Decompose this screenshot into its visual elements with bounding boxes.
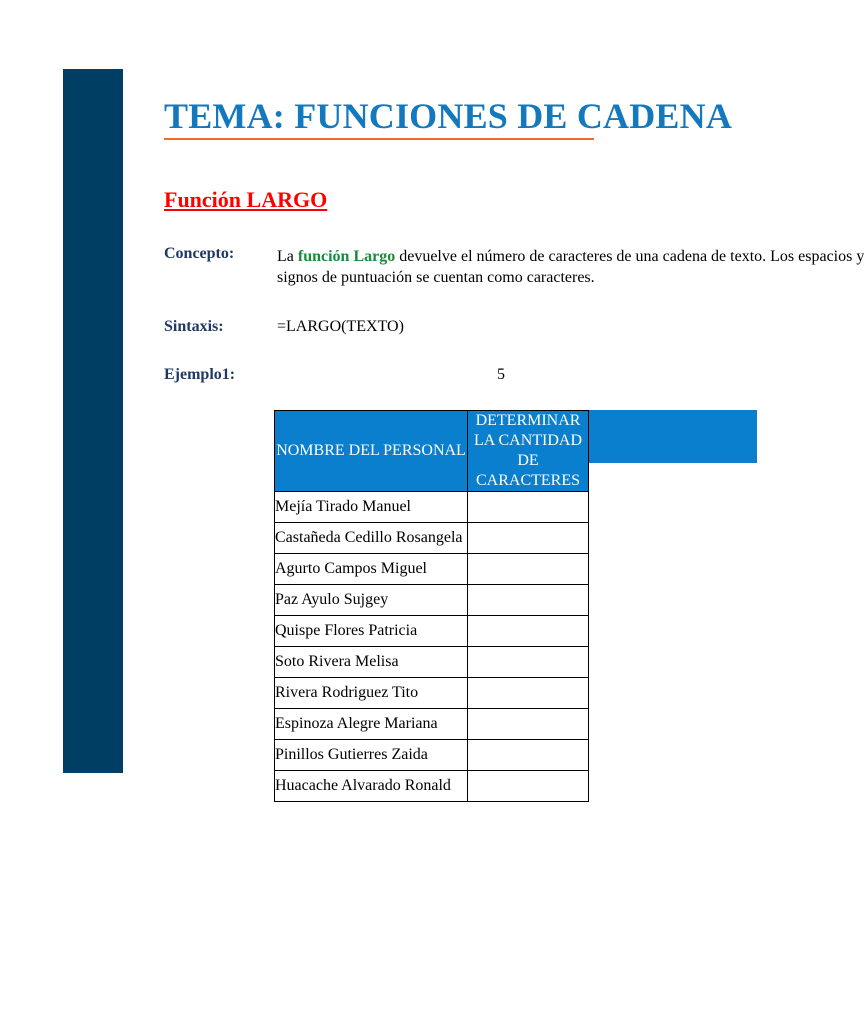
title-underline [164, 138, 594, 140]
character-count-cell[interactable] [468, 647, 589, 678]
character-count-cell[interactable] [468, 771, 589, 802]
table-row [275, 771, 589, 802]
table-row [275, 740, 589, 771]
sidebar-band [63, 69, 123, 773]
employee-name-cell: Pinillos Gutierres Zaida [275, 740, 468, 771]
character-count-cell[interactable] [468, 709, 589, 740]
header-length-line-1: DETERMINAR LA CANTIDAD DE [474, 412, 583, 469]
table-row [275, 492, 589, 523]
table-header-row [275, 411, 589, 492]
employee-name-cell: Rivera Rodriguez Tito [275, 678, 468, 709]
employee-name-cell: Paz Ayulo Sujgey [275, 585, 468, 616]
syntax-value: =LARGO(TEXTO) [277, 318, 404, 335]
employee-name-cell: Huacache Alvarado Ronald [275, 771, 468, 802]
header-name: NOMBRE DEL PERSONAL [275, 411, 468, 492]
employee-name-cell: Mejía Tirado Manuel [275, 492, 468, 523]
example-value: 5 [497, 366, 505, 383]
character-count-cell[interactable] [468, 616, 589, 647]
character-count-cell[interactable] [468, 492, 589, 523]
table-row [275, 585, 589, 616]
staff-table [274, 410, 589, 802]
table-row [275, 647, 589, 678]
table-row [275, 554, 589, 585]
concept-line-1-rest: devuelve el número de caracteres de una cadena de texto. Los espacios y [395, 248, 864, 265]
concept-line-1 [277, 246, 864, 267]
page-title: TEMA: FUNCIONES DE CADENA [164, 96, 733, 136]
employee-name-cell: Espinoza Alegre Mariana [275, 709, 468, 740]
table-row [275, 616, 589, 647]
concept-label: Concepto: [164, 245, 235, 262]
header-length [468, 411, 589, 492]
character-count-cell[interactable] [468, 523, 589, 554]
concept-line-2: signos de puntuación se cuentan como caracteres. [277, 269, 595, 286]
example-label: Ejemplo1: [164, 366, 236, 383]
concept-highlight: función Largo [297, 248, 396, 265]
concept-text [277, 246, 864, 288]
header-length-line-2: CARACTERES [476, 472, 581, 489]
employee-name-cell: Quispe Flores Patricia [275, 616, 468, 647]
employee-name-cell: Soto Rivera Melisa [275, 647, 468, 678]
table-row [275, 523, 589, 554]
employee-name-cell: Agurto Campos Miguel [275, 554, 468, 585]
employee-name-cell: Castañeda Cedillo Rosangela [275, 523, 468, 554]
character-count-cell[interactable] [468, 585, 589, 616]
table-header-extension [589, 410, 757, 463]
document-content [123, 69, 864, 794]
table-row [275, 678, 589, 709]
syntax-label: Sintaxis: [164, 318, 224, 335]
section-title: Función LARGO [164, 187, 328, 212]
concept-prefix: La [277, 248, 298, 265]
character-count-cell[interactable] [468, 678, 589, 709]
table-row [275, 709, 589, 740]
character-count-cell[interactable] [468, 554, 589, 585]
character-count-cell[interactable] [468, 740, 589, 771]
